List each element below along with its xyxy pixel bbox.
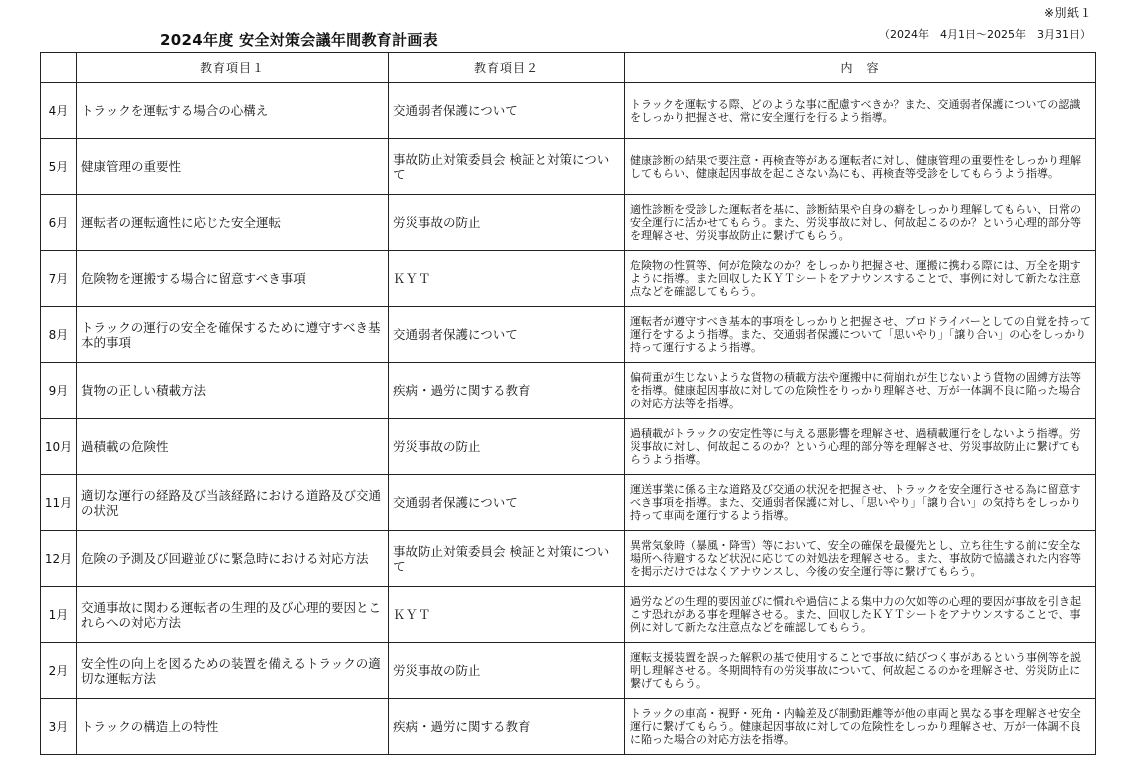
table-row (41, 531, 1096, 587)
item1-cell: 危険物を運搬する場合に留意すべき事項 (77, 251, 389, 307)
month-cell: 2月 (41, 643, 77, 699)
header-item2: 教育項目２ (389, 53, 625, 83)
item2-cell: 交通弱者保護について (389, 83, 625, 139)
item2-cell: 事故防止対策委員会 検証と対策について (389, 139, 625, 195)
content-cell: 運転者が遵守すべき基本的事項をしっかりと把握させ、プロドライバーとしての自覚を持って運行をするよう指導。また、交通弱者保護について「思いやり」「譲り合い」の心をしっかり持って運行するよう指導。 (625, 307, 1096, 363)
month-cell: 7月 (41, 251, 77, 307)
item1-cell: 危険の予測及び回避並びに緊急時における対応方法 (77, 531, 389, 587)
content-cell: 過積載がトラックの安定性等に与える悪影響を理解させ、過積載運行をしないよう指導。労災事故に対し、何故起こるのか？という心理的部分等を理解させ、労災事故防止に繋げてもらうよう指導。 (625, 419, 1096, 475)
content-cell: 健康診断の結果で要注意・再検査等がある運転者に対し、健康管理の重要性をしっかり理解してもらい、健康起因事故を起こさない為にも、再検査等受診をしてもらうよう指導。 (625, 139, 1096, 195)
item2-cell: 労災事故の防止 (389, 195, 625, 251)
month-cell: 9月 (41, 363, 77, 419)
education-plan-table (40, 52, 1096, 755)
item2-cell: 労災事故の防止 (389, 643, 625, 699)
table-row (41, 251, 1096, 307)
item2-cell: 交通弱者保護について (389, 307, 625, 363)
table-row (41, 195, 1096, 251)
item2-cell: 事故防止対策委員会 検証と対策について (389, 531, 625, 587)
content-cell: 運転支援装置を誤った解釈の基で使用することで事故に結びつく事があるという事例等を説明し理解させる。冬期間特有の労災事故について、何故起こるのかを理解させ、労災防止に繋げてもらう。 (625, 643, 1096, 699)
item2-cell: ＫＹＴ (389, 587, 625, 643)
month-cell: 12月 (41, 531, 77, 587)
table-header-row (41, 53, 1096, 83)
month-cell: 6月 (41, 195, 77, 251)
item1-cell: 適切な運行の経路及び当該経路における道路及び交通の状況 (77, 475, 389, 531)
month-cell: 11月 (41, 475, 77, 531)
header-month (41, 53, 77, 83)
month-cell: 1月 (41, 587, 77, 643)
content-cell: トラックの車高・視野・死角・内輪差及び制動距離等が他の車両と異なる事を理解させ安全運行に繋げてもらう。健康起因事故に対しての危険性をしっかり理解させ、万が一体調不良に陥った場合の対応方法を指導。 (625, 699, 1096, 755)
item1-cell: トラックの構造上の特性 (77, 699, 389, 755)
content-cell: 異常気象時（暴風・降雪）等において、安全の確保を最優先とし、立ち往生する前に安全な場所へ待避するなど状況に応じての対処法を理解させる。また、事故防で協議された内容等を掲示だけではなくアナウンスし、今後の安全運行等に繋げてもらう。 (625, 531, 1096, 587)
content-cell: 過労などの生理的要因並びに慣れや過信による集中力の欠如等の心理的要因が事故を引き起こす恐れがある事を理解させる。また、回収したＫＹＴシートをアナウンスすることで、事例に対して新たな注意点などを確認してもらう。 (625, 587, 1096, 643)
item2-cell: ＫＹＴ (389, 251, 625, 307)
table-row (41, 83, 1096, 139)
header-content: 内 容 (625, 53, 1096, 83)
table-row (41, 307, 1096, 363)
content-cell: 適性診断を受診した運転者を基に、診断結果や自身の癖をしっかり理解してもらい、日常の安全運行に活かせてもらう。また、労災事故に対し、何故起こるのか？という心理的部分等を理解させ、労災事故防止に繋げてもらう。 (625, 195, 1096, 251)
item2-cell: 疾病・過労に関する教育 (389, 363, 625, 419)
table-row (41, 139, 1096, 195)
page-title: 2024年度 安全対策会議年間教育計画表 (160, 31, 438, 49)
period-range: （2024年 4月1日～2025年 3月31日） (879, 28, 1091, 41)
month-cell: 4月 (41, 83, 77, 139)
item1-cell: 安全性の向上を図るための装置を備えるトラックの適切な運転方法 (77, 643, 389, 699)
item1-cell: 交通事故に関わる運転者の生理的及び心理的要因とこれらへの対応方法 (77, 587, 389, 643)
table-row (41, 699, 1096, 755)
item2-cell: 労災事故の防止 (389, 419, 625, 475)
month-cell: 10月 (41, 419, 77, 475)
item1-cell: 健康管理の重要性 (77, 139, 389, 195)
attachment-note: ※別紙１ (1043, 6, 1092, 20)
header-item1: 教育項目１ (77, 53, 389, 83)
item1-cell: 貨物の正しい積載方法 (77, 363, 389, 419)
table-row (41, 587, 1096, 643)
content-cell: トラックを運転する際、どのような事に配慮すべきか？また、交通弱者保護についての認識をしっかり把握させ、常に安全運行を行るよう指導。 (625, 83, 1096, 139)
content-cell: 運送事業に係る主な道路及び交通の状況を把握させ、トラックを安全運行させる為に留意すべき事項を指導。また、交通弱者保護に対し、「思いやり」「譲り合い」の気持ちをしっかり持って車両を運行するよう指導。 (625, 475, 1096, 531)
item2-cell: 交通弱者保護について (389, 475, 625, 531)
month-cell: 5月 (41, 139, 77, 195)
item1-cell: トラックを運転する場合の心構え (77, 83, 389, 139)
table-row (41, 363, 1096, 419)
item1-cell: トラックの運行の安全を確保するために遵守すべき基本的事項 (77, 307, 389, 363)
content-cell: 危険物の性質等、何が危険なのか？をしっかり把握させ、運搬に携わる際には、万全を期すように指導。また回収したＫＹＴシートをアナウンスすることで、事例に対して新たな注意点などを確認してもらう。 (625, 251, 1096, 307)
content-cell: 偏荷重が生じないような貨物の積載方法や運搬中に荷崩れが生じないよう貨物の固縛方法等を指導。健康起因事故に対しての危険性をりっかり理解させ、万が一体調不良に陥った場合の対応方法等を指導。 (625, 363, 1096, 419)
month-cell: 3月 (41, 699, 77, 755)
table-row (41, 643, 1096, 699)
item2-cell: 疾病・過労に関する教育 (389, 699, 625, 755)
item1-cell: 運転者の運転適性に応じた安全運転 (77, 195, 389, 251)
table-row (41, 475, 1096, 531)
month-cell: 8月 (41, 307, 77, 363)
table-row (41, 419, 1096, 475)
item1-cell: 過積載の危険性 (77, 419, 389, 475)
table-body (41, 83, 1096, 755)
